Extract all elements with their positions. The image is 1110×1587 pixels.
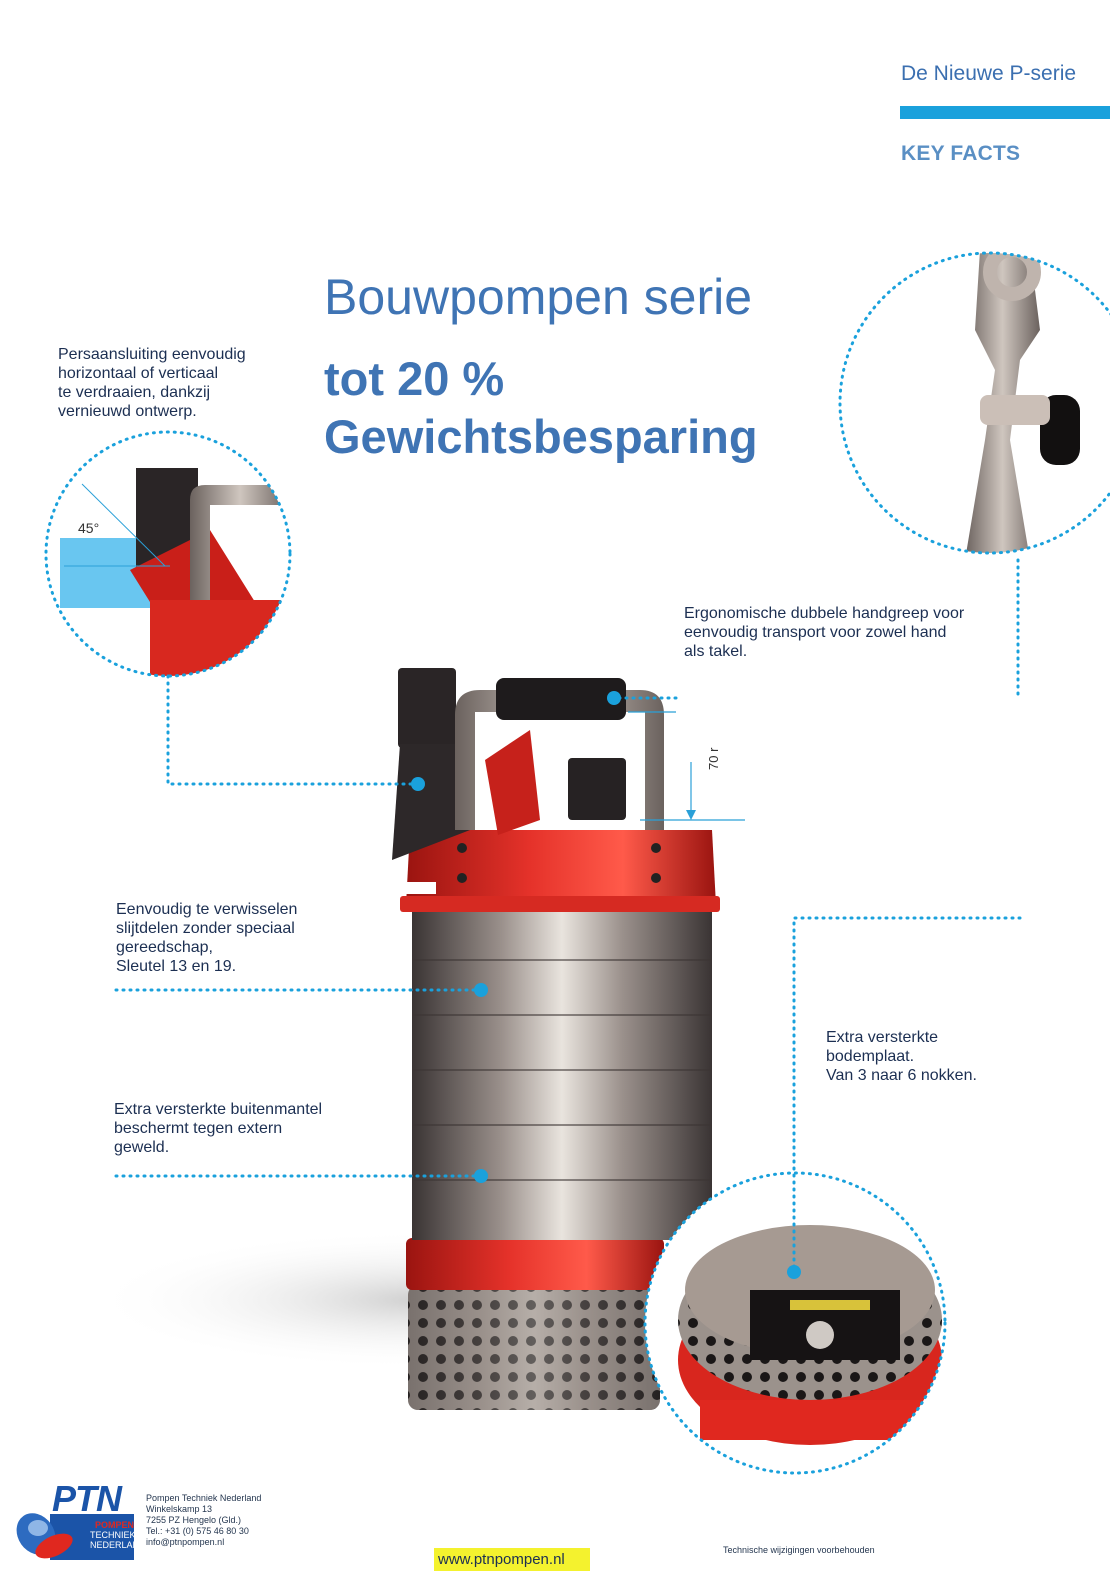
company-email[interactable]: info@ptnpompen.nl <box>146 1537 225 1547</box>
callout-handle <box>684 604 1014 661</box>
company-name: Pompen Techniek Nederland <box>146 1493 262 1503</box>
logo-text: PTN <box>52 1478 121 1519</box>
logo-sub-line: TECHNIEK <box>90 1530 136 1540</box>
subtitle-line-2: Gewichtsbesparing <box>324 410 758 463</box>
callout-line: geweld. <box>114 1139 170 1156</box>
callout-baseplate <box>826 1028 1026 1085</box>
callout-line: Persaansluiting eenvoudig <box>58 346 246 363</box>
callout-line: horizontaal of verticaal <box>58 365 219 382</box>
company-city: 7255 PZ Hengelo (Gld.) <box>146 1515 242 1525</box>
discharge-pipe <box>398 668 456 748</box>
series-title: De Nieuwe P-serie <box>901 62 1077 85</box>
callout-line: Sleutel 13 en 19. <box>116 958 237 975</box>
callout-line: Eenvoudig te verwisselen <box>116 901 298 918</box>
logo-subtext <box>90 1520 146 1550</box>
callout-line: Extra versterkte <box>826 1029 939 1046</box>
angle-label: 45° <box>78 520 100 536</box>
subtitle-line-1: tot 20 % <box>324 352 505 405</box>
pump-motor-cover <box>406 830 716 905</box>
callout-wear-parts <box>116 900 356 976</box>
callout-line: Extra versterkte buitenmantel <box>114 1101 323 1118</box>
website-link[interactable]: www.ptnpompen.nl <box>434 1548 590 1571</box>
company-street: Winkelskamp 13 <box>146 1504 213 1514</box>
logo-sub-line: NEDERLAND <box>90 1540 146 1550</box>
callout-jacket <box>114 1100 374 1157</box>
callout-line: eenvoudig transport voor zowel hand <box>684 624 947 641</box>
callout-line: gereedschap, <box>116 939 213 956</box>
dimension-label: 70 r <box>706 747 721 770</box>
section-label: KEY FACTS <box>901 142 1021 165</box>
company-address <box>146 1493 261 1548</box>
callout-line: als takel. <box>684 643 748 660</box>
page-title: Bouwpompen serie <box>324 269 753 325</box>
pump-base-band <box>406 1238 664 1290</box>
callout-line: te verdraaien, dankzij <box>58 384 211 401</box>
logo-sub-line: POMPEN <box>94 1520 134 1530</box>
company-phone: Tel.: +31 (0) 575 46 80 30 <box>146 1526 249 1536</box>
callout-discharge <box>58 345 298 421</box>
callout-line: beschermt tegen extern <box>114 1120 283 1137</box>
pump-jacket <box>412 905 712 1240</box>
callout-line: vernieuwd ontwerp. <box>58 403 197 420</box>
callout-line: Van 3 naar 6 nokken. <box>826 1067 977 1084</box>
disclaimer: Technische wijzigingen voorbehouden <box>723 1545 875 1555</box>
callout-line: slijtdelen zonder speciaal <box>116 920 295 937</box>
callout-line: bodemplaat. <box>826 1048 915 1065</box>
handle-detail <box>840 250 1110 560</box>
callout-line: Ergonomische dubbele handgreep voor <box>684 605 965 622</box>
